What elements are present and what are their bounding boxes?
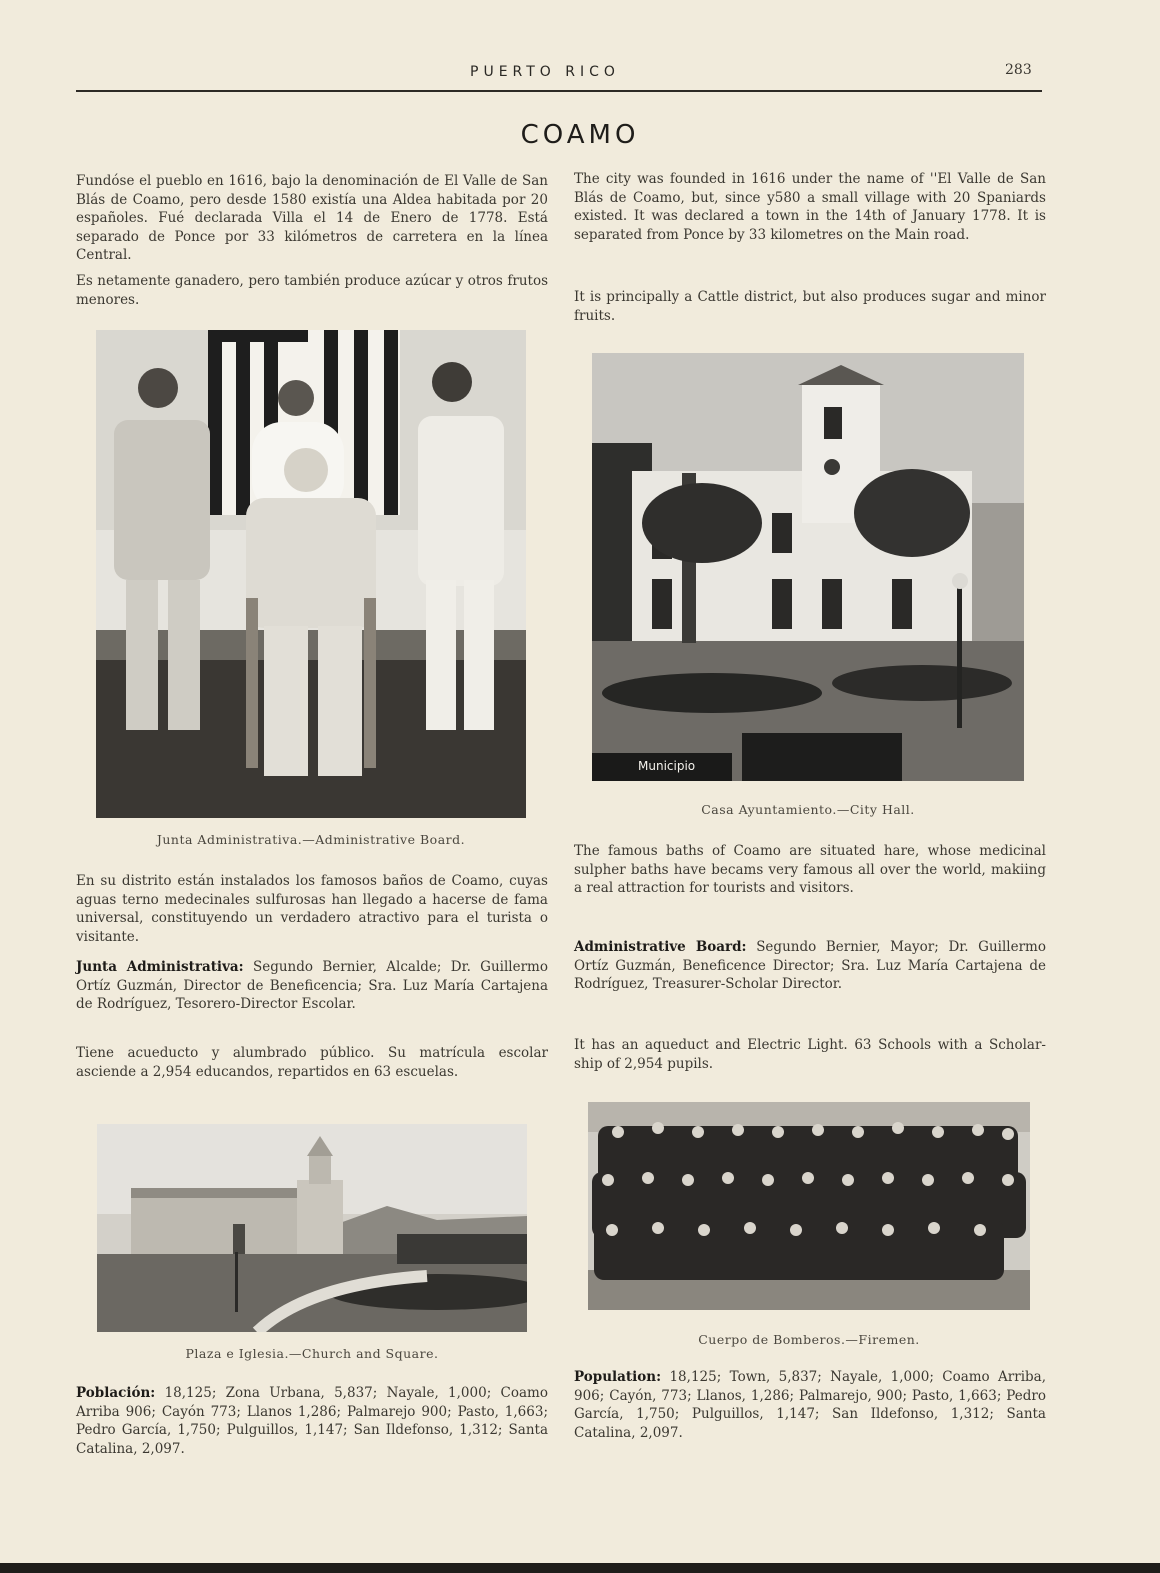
es-baths-paragraph: En su distrito están instalados los famosos baños de Coamo, cuyas aguas terno medecinales sulfurosas han llegado a hacerse de fama universal, constituyendo un verdadero atractivo para el turista o visitante. <box>76 873 548 945</box>
board-photo-caption: Junta Administrativa.—Administrative Board. <box>156 832 466 847</box>
es-intro-paragraph-2: Es netamente ganadero, pero también produce azúcar y otros frutos menores. <box>76 273 548 308</box>
church-photo <box>97 1124 527 1332</box>
city-hall-photo <box>592 353 1024 781</box>
page-bottom-edge <box>0 1563 1160 1573</box>
en-population-text: 18,125; Town, 5,837; Nayale, 1,000; Coamo Arriba, 906; Cayón, 773; Llanos, 1,286; Palmarejo, 900; Pasto, 1,663; Pedro García, 1,750; Pulguillos, 1,147; San Ildefonso, 1,312; Santa Catalina, 2,097. <box>574 1369 1046 1441</box>
church-illustration <box>97 1124 527 1332</box>
header-rule <box>76 90 1042 92</box>
en-intro-paragraph-1: The city was founded in 1616 under the name of ''El Valle de San Blás de Coamo, but, since y580 a small village with 20 Spaniards existed. It was declared a town in the 14th of January 1778. It is separated from Ponce by 33 kilometres on the Main road. <box>574 171 1046 243</box>
page-number: 283 <box>1005 62 1032 78</box>
en-board-paragraph <box>574 938 1046 994</box>
es-population-text: 18,125; Zona Urbana, 5,837; Nayale, 1,000; Coamo Arriba 906; Cayón 773; Llanos 1,286; Palmarejo 900; Pasto, 1,663; Pedro García, 1,750; Pulguillos, 1,147; San Ildefonso, 1,312; Santa Catalina, 2,097. <box>76 1385 548 1457</box>
es-population-label: Población: <box>76 1385 156 1401</box>
board-photo-illustration <box>96 330 526 818</box>
en-population-paragraph <box>574 1368 1046 1442</box>
city-hall-sign-text: Municipio <box>638 759 696 773</box>
es-board-paragraph <box>76 958 548 1014</box>
en-board-label: Administrative Board: <box>574 939 747 955</box>
en-intro-paragraph-2: It is principally a Cattle district, but also produces sugar and minor fruits. <box>574 289 1046 324</box>
en-board-text: Segundo Bernier, Mayor; Dr. Guillermo Ortíz Guzmán, Beneficence Director; Sra. Luz María Cartajena de Rodríguez, Treasurer-Scholar Director. <box>574 939 1046 992</box>
es-intro-paragraph-1: Fundóse el pueblo en 1616, bajo la denominación de El Valle de San Blás de Coamo, pero desde 1580 existía una Aldea habitada por 20 españoles. Fué declarada Villa el 14 de Enero de 1778. Está separado de Ponce por 33 kilómetros de carretera en la línea Central. <box>76 173 548 263</box>
section-title: COAMO <box>520 120 640 150</box>
es-population-paragraph <box>76 1384 548 1458</box>
en-baths-paragraph: The famous baths of Coamo are situated hare, whose medicinal sulpher baths have becams very famous all over the world, makiing a real attraction for tourists and visitors. <box>574 843 1046 896</box>
firemen-caption: Cuerpo de Bomberos.—Firemen. <box>698 1332 920 1347</box>
en-population-label: Population: <box>574 1369 662 1385</box>
city-hall-illustration <box>592 353 1024 781</box>
firemen-illustration <box>588 1102 1030 1310</box>
city-hall-caption: Casa Ayuntamiento.—City Hall. <box>701 802 915 817</box>
es-board-text: Segundo Bernier, Alcalde; Dr. Guillermo Ortíz Guzmán, Director de Beneficencia; Sra. Luz María Cartajena de Rodríguez, Tesorero-Director Escolar. <box>76 959 548 1012</box>
firemen-photo <box>588 1102 1030 1310</box>
en-services-paragraph: It has an aqueduct and Electric Light. 63 Schools with a Scholar-ship of 2,954 pupils. <box>574 1037 1046 1072</box>
board-photo <box>96 330 526 818</box>
church-caption: Plaza e Iglesia.—Church and Square. <box>185 1346 439 1361</box>
es-services-paragraph: Tiene acueducto y alumbrado público. Su matrícula escolar asciende a 2,954 educandos, repartidos en 63 escuelas. <box>76 1045 548 1080</box>
running-title: PUERTO RICO <box>470 64 620 80</box>
es-board-label: Junta Administrativa: <box>76 959 244 975</box>
